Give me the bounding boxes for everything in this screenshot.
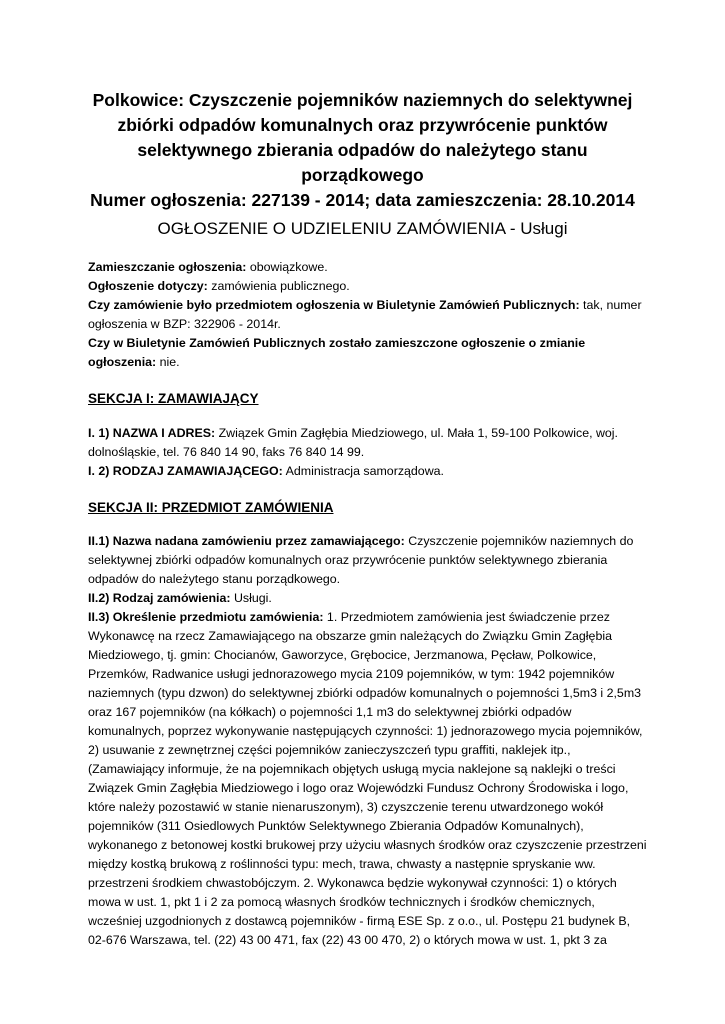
value: obowiązkowe. xyxy=(246,260,328,274)
desc-line: naziemnych (typu dzwon) do selektywnej zbiórki odpadów komunalnych o pojemności 1,5m3 i 2,5m3 xyxy=(88,686,642,700)
section-2-kind xyxy=(88,589,643,608)
intro-zmiana xyxy=(88,334,643,353)
desc-line: Związek Gmin Zagłębia Miedziowego i logo oraz Wojewódzki Fundusz Ochrony Środowiska i logo, xyxy=(88,781,629,795)
intro-zamieszczanie xyxy=(88,258,643,277)
value: zamówienia publicznego. xyxy=(207,279,350,293)
value: Usługi. xyxy=(230,591,272,605)
label: Zamieszczanie ogłoszenia: xyxy=(88,260,247,274)
title-line: selektywnego zbierania odpadów do należytego stanu xyxy=(137,140,588,160)
value: 1. Przedmiotem zamówienia jest świadczenie przez xyxy=(323,610,610,624)
section-1-name xyxy=(88,424,643,443)
desc-line: oraz 167 pojemników (na kółkach) o pojemności 1,1 m3 do selektywnej zbiórki odpadów xyxy=(88,705,572,719)
label: ogłoszenia: xyxy=(88,355,157,369)
label: II.3) Określenie przedmiotu zamówienia: xyxy=(88,610,324,624)
title-line: porządkowego xyxy=(301,165,424,185)
intro-bzp xyxy=(88,296,643,315)
desc-line: które należy pozostawić w stanie nienaruszonym), 3) czyszczenie terenu utwardzonego wokół xyxy=(88,800,604,814)
section-2-desc xyxy=(88,608,643,627)
value: tak, numer xyxy=(579,298,642,312)
desc-line: 2) usuwanie z zewnętrznej części pojemników zanieczyszczeń typu graffiti, naklejek itp., xyxy=(88,743,571,757)
intro-dotyczy xyxy=(88,277,643,296)
value: Administracja samorządowa. xyxy=(282,464,444,478)
label: I. 2) RODZAJ ZAMAWIAJĄCEGO: xyxy=(88,464,283,478)
document-subtitle: OGŁOSZENIE O UDZIELENIU ZAMÓWIENIA - Usługi xyxy=(157,219,568,238)
title-line: Polkowice: Czyszczenie pojemników naziemnych do selektywnej xyxy=(92,90,633,110)
desc-line: 02-676 Warszawa, tel. (22) 43 00 471, fax (22) 43 00 470, 2) o których mowa w ust. 1, pkt 3 za xyxy=(88,933,607,947)
desc-line: wcześniej uzgodnionych z dostawcą pojemników - firmą ESE Sp. z o.o., ul. Postępu 21 budynek B, xyxy=(88,914,631,928)
label: Czy w Biuletynie Zamówień Publicznych zostało zamieszczone ogłoszenie o zmianie xyxy=(88,336,586,350)
section-1-type xyxy=(88,462,643,481)
value: Czyszczenie pojemników naziemnych do xyxy=(404,534,634,548)
desc-line: między kostką brukową z roślinności typu: mech, trawa, chwasty a następnie spryskanie ww. xyxy=(88,857,596,871)
desc-line: pojemników (311 Osiedlowych Punktów Selektywnego Zbierania Odpadów Komunalnych), xyxy=(88,819,584,833)
section-2-block xyxy=(88,532,647,950)
desc-line: wykonanego z betonowej kostki brukowej przy użyciu własnych środków oraz czyszczenie przestrzeni xyxy=(88,838,647,852)
value: nie. xyxy=(156,355,180,369)
desc-line: Przemków, Radwanice usługi jednorazowego mycia 2109 pojemników, w tym: 1942 pojemników xyxy=(88,667,615,681)
value: Związek Gmin Zagłębia Miedziowego, ul. Mała 1, 59-100 Polkowice, woj. xyxy=(215,426,619,440)
section-2-name-cont: selektywnej zbiórki odpadów komunalnych oraz przywrócenie punktów selektywnego zbierania xyxy=(88,553,608,567)
intro-block xyxy=(88,258,643,372)
desc-line: Miedziowego, tj. gmin: Chocianów, Gaworzyce, Grębocice, Jerzmanowa, Pęcław, Polkowice, xyxy=(88,648,597,662)
section-2-name-cont: odpadów do należytego stanu porządkowego. xyxy=(88,572,341,586)
desc-line: przestrzeni środkiem chwastobójczym. 2. Wykonawca będzie wykonywał czynności: 1) o których xyxy=(88,876,617,890)
label: Czy zamówienie było przedmiotem ogłoszenia w Biuletynie Zamówień Publicznych: xyxy=(88,298,580,312)
desc-line: (Zamawiający informuje, że na pojemnikach objętych usługą mycia naklejone są naklejki o treści xyxy=(88,762,616,776)
label: I. 1) NAZWA I ADRES: xyxy=(88,426,216,440)
label: Ogłoszenie dotyczy: xyxy=(88,279,208,293)
section-2-name xyxy=(88,532,643,551)
label: II.2) Rodzaj zamówienia: xyxy=(88,591,231,605)
desc-line: Wykonawcę na rzecz Zamawiającego na obszarze gmin należących do Związku Gmin Zagłębia xyxy=(88,629,612,643)
section-2-heading: SEKCJA II: PRZEDMIOT ZAMÓWIENIA xyxy=(88,500,334,515)
desc-line: komunalnych, poprzez wykonywanie następujących czynności: 1) jednorazowego mycia pojemników, xyxy=(88,724,643,738)
intro-zmiana-cont xyxy=(88,353,643,372)
section-1-name-cont: dolnośląskie, tel. 76 840 14 90, faks 76 840 14 99. xyxy=(88,445,365,459)
document-title xyxy=(60,88,665,213)
announcement-number: Numer ogłoszenia: 227139 - 2014; data zamieszczenia: 28.10.2014 xyxy=(90,190,635,210)
desc-line: mowa w ust. 1, pkt 1 i 2 za pomocą własnych środków technicznych i środków chemicznych, xyxy=(88,895,595,909)
title-line: zbiórki odpadów komunalnych oraz przywrócenie punktów xyxy=(117,115,608,135)
label: II.1) Nazwa nadana zamówieniu przez zamawiającego: xyxy=(88,534,405,548)
section-1-heading: SEKCJA I: ZAMAWIAJĄCY xyxy=(88,391,259,406)
intro-bzp-cont: ogłoszenia w BZP: 322906 - 2014r. xyxy=(88,317,281,331)
section-1-block xyxy=(88,424,643,481)
